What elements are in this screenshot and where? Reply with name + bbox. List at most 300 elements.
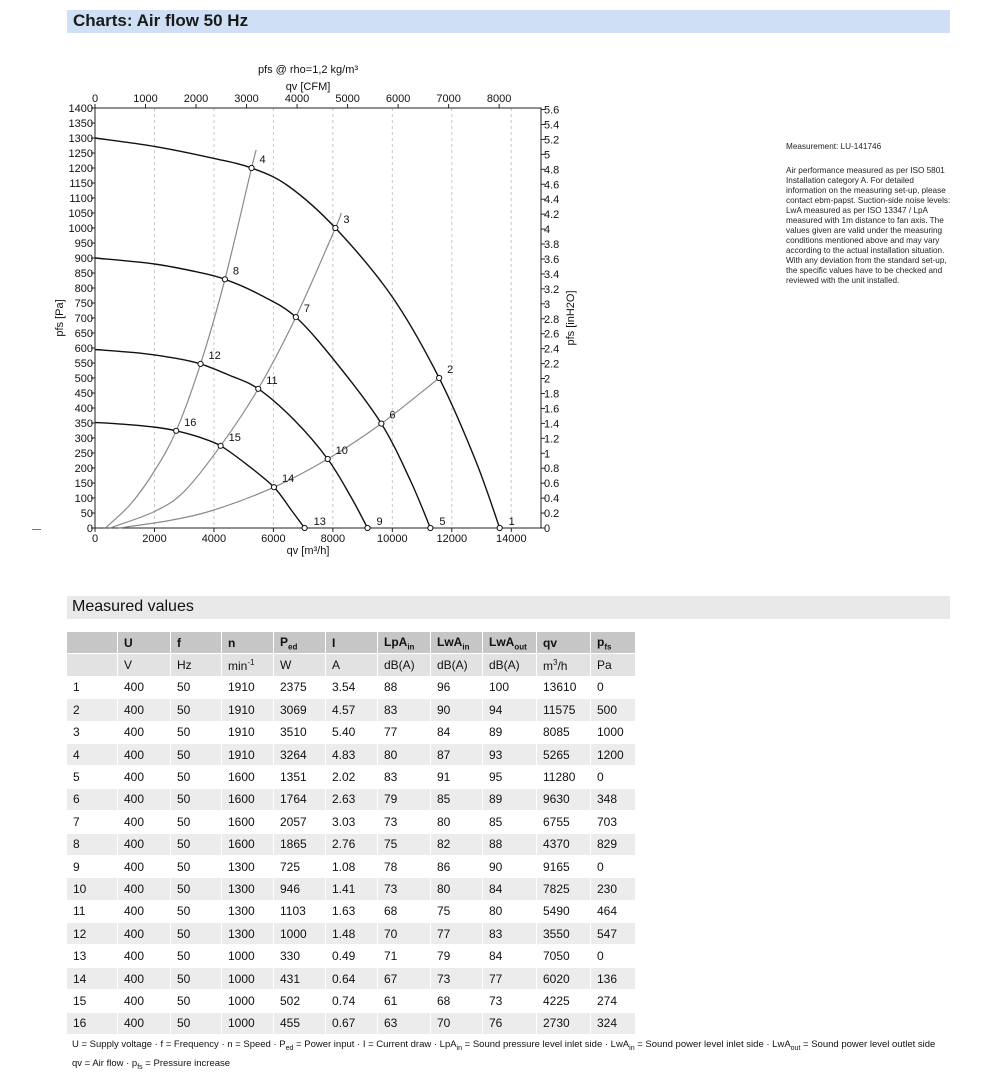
point-label: 16 — [184, 416, 197, 429]
table-cell: 1600 — [222, 811, 274, 833]
sub: in — [407, 641, 415, 651]
table-cell: 68 — [431, 990, 483, 1012]
table-cell: 50 — [171, 811, 222, 833]
table-cell: 400 — [118, 744, 171, 766]
y-tick-label: 0 — [86, 523, 93, 535]
table-cell: 80 — [431, 811, 483, 833]
y2-tick-label: 1.6 — [544, 403, 560, 416]
table-cell: 1103 — [274, 901, 326, 923]
header-cell-f: f — [171, 632, 222, 654]
measurement-notes — [786, 142, 952, 286]
y-tick-label: 1000 — [68, 223, 93, 235]
table-cell: 50 — [171, 901, 222, 923]
x2-tick-label: 1000 — [133, 93, 158, 105]
table-cell: 1.08 — [326, 856, 378, 878]
table-cell: 90 — [431, 699, 483, 721]
table-cell: 50 — [171, 968, 222, 990]
table-cell: 83 — [378, 699, 431, 721]
table-cell: 77 — [483, 968, 537, 990]
table-cell: 400 — [118, 968, 171, 990]
table-cell: 4 — [67, 744, 118, 766]
table-cell: 50 — [171, 699, 222, 721]
table-cell: 73 — [378, 811, 431, 833]
table-cell: 61 — [378, 990, 431, 1012]
table-cell: 4.57 — [326, 699, 378, 721]
header-cell-lpain: LpA$_{in}$ — [378, 632, 431, 654]
table-cell: 0.74 — [326, 990, 378, 1012]
x2-tick-label: 0 — [91, 93, 99, 105]
table-cell: 7050 — [537, 945, 591, 967]
operating-point — [333, 225, 338, 230]
table-row — [67, 722, 636, 744]
unit-cell-u: V — [118, 654, 171, 676]
y2-tick-label: 3 — [544, 298, 551, 311]
measurement-description: Air performance measured as per ISO 5801 Installation category A. For detailed information on the measuring set-up, please contact ebm-papst. Suction-side noise levels: LwA measured as per ISO 13347 / LpA measured with 1m distance to fan axis. The values given are valid under the measuring conditions mentioned above and may vary according to the actual installation situation. With any deviation from the standard set-up, the specific values have to be checked and reviewed with the unit installed. — [786, 166, 951, 285]
table-cell: 1200 — [591, 744, 636, 766]
table-cell: 1300 — [222, 856, 274, 878]
sym: P — [280, 634, 289, 649]
table-cell: 400 — [118, 990, 171, 1012]
table-cell: 68 — [378, 901, 431, 923]
table-cell: 6 — [67, 789, 118, 811]
table-cell: 455 — [274, 1013, 326, 1035]
table-cell: 0 — [591, 766, 636, 788]
y2-tick-label: 5.2 — [544, 134, 560, 147]
y-tick-label: 400 — [74, 403, 93, 415]
x-tick-label: 14000 — [495, 533, 527, 545]
table-cell: 725 — [274, 856, 326, 878]
header-cell-ped — [274, 632, 326, 654]
point-label: 11 — [266, 374, 278, 387]
operating-point — [222, 277, 227, 282]
operating-point — [325, 456, 330, 461]
margin-mark — [32, 529, 41, 530]
table-cell: 1910 — [222, 699, 274, 721]
header-cell-n: n — [222, 632, 274, 654]
x-axis-label: qv [m³/h] — [286, 545, 330, 557]
table-cell: 85 — [431, 789, 483, 811]
unit-cell-qv: $m^3/h$ — [537, 654, 591, 676]
table-cell: 50 — [171, 1013, 222, 1035]
operating-point — [218, 443, 223, 448]
table-row — [67, 923, 636, 945]
table-row — [67, 1013, 636, 1035]
operating-point — [497, 525, 502, 530]
table-cell: 0 — [591, 945, 636, 967]
table-cell: 50 — [171, 789, 222, 811]
y2-tick-label: 0 — [544, 523, 551, 535]
y2-tick-label: 2.4 — [544, 343, 560, 356]
point-label: 6 — [389, 409, 396, 422]
table-cell: 75 — [431, 901, 483, 923]
y-tick-label: 750 — [74, 298, 93, 310]
table-cell: 1351 — [274, 766, 326, 788]
table-cell: 83 — [378, 766, 431, 788]
unit-cell-lwaout: dB(A) — [483, 654, 537, 676]
table-cell: 3.54 — [326, 677, 378, 699]
table-cell: 400 — [118, 677, 171, 699]
table-cell: 14 — [67, 968, 118, 990]
y-tick-label: 1050 — [68, 208, 93, 220]
y2-tick-label: 5.4 — [544, 119, 560, 132]
table-cell: 5.40 — [326, 722, 378, 744]
y-tick-label: 1100 — [69, 193, 93, 205]
table-cell: 2057 — [274, 811, 326, 833]
table-cell: 50 — [171, 856, 222, 878]
table-cell: 400 — [118, 766, 171, 788]
sup: 3 — [553, 657, 558, 667]
table-cell: 95 — [483, 766, 537, 788]
table-cell: 400 — [118, 878, 171, 900]
point-label: 3 — [343, 214, 350, 226]
table-cell: 274 — [591, 990, 636, 1012]
table-cell: 5490 — [537, 901, 591, 923]
table-cell: 703 — [591, 811, 636, 833]
unit-cell-lwain: dB(A) — [431, 654, 483, 676]
x-tick-label: 0 — [91, 533, 99, 545]
table-cell: 2.76 — [326, 834, 378, 856]
table-cell: 94 — [483, 699, 537, 721]
table-cell: 400 — [118, 789, 171, 811]
table-cell: 829 — [591, 834, 636, 856]
point-label: 1 — [508, 516, 515, 528]
y2-tick-label: 2.8 — [544, 313, 560, 326]
table-cell: 400 — [118, 901, 171, 923]
table-cell: 400 — [118, 834, 171, 856]
table-cell: 2.63 — [326, 789, 378, 811]
sup: -1 — [247, 657, 255, 667]
section-title: Measured values — [72, 598, 194, 615]
table-row — [67, 744, 636, 766]
sub: ed — [288, 641, 298, 651]
table-body — [67, 677, 636, 1035]
sub: out — [514, 641, 527, 651]
chart-title: pfs @ rho=1,2 kg/m³ — [257, 64, 359, 76]
table-cell: 16 — [67, 1013, 118, 1035]
table-cell: 0.67 — [326, 1013, 378, 1035]
x-tick-label: 10000 — [377, 533, 408, 545]
operating-point — [271, 485, 276, 490]
y-tick-label: 700 — [74, 313, 93, 325]
table-header-row — [67, 632, 636, 654]
x2-tick-label: 2000 — [183, 93, 209, 105]
point-label: 5 — [439, 516, 446, 528]
unit-cell-pfs: Pa — [591, 654, 636, 676]
y2-tick-label: 4.2 — [544, 209, 560, 222]
y2-tick-label: 3.4 — [544, 268, 560, 281]
unit-cell-n: $\min^{-1}$ — [222, 654, 274, 676]
table-cell: 0.64 — [326, 968, 378, 990]
x2-axis-label: qv [CFM] — [285, 81, 331, 93]
y2-tick-label: 1.2 — [544, 433, 560, 446]
header-cell-lwaout: LwA$_{out}$ — [483, 632, 537, 654]
table-cell: 1300 — [222, 923, 274, 945]
table-cell: 946 — [274, 878, 326, 900]
y2-tick-label: 3.8 — [544, 239, 560, 252]
table-cell: 63 — [378, 1013, 431, 1035]
table-row — [67, 856, 636, 878]
x-tick-label: 2000 — [142, 533, 167, 545]
sub: in — [462, 641, 470, 651]
table-cell: 88 — [483, 834, 537, 856]
table-cell: 90 — [483, 856, 537, 878]
x2-tick-label: 4000 — [284, 93, 310, 105]
table-row — [67, 811, 636, 833]
y2-axis-label: pfs [inH2O] — [565, 290, 577, 346]
x2-tick-label: 6000 — [385, 93, 411, 105]
x-tick-label: 6000 — [261, 533, 286, 545]
unit-cell-lpain: dB(A) — [378, 654, 431, 676]
table-cell: 464 — [591, 901, 636, 923]
unit-cell-f: Hz — [171, 654, 222, 676]
table-row — [67, 699, 636, 721]
table-cell: 0 — [591, 856, 636, 878]
table-cell: 4.83 — [326, 744, 378, 766]
table-cell: 6020 — [537, 968, 591, 990]
table-row — [67, 677, 636, 699]
table-cell: 71 — [378, 945, 431, 967]
y-tick-label: 50 — [80, 508, 93, 520]
operating-point — [379, 421, 384, 426]
y2-tick-label: 0.4 — [544, 493, 560, 506]
table-cell: 1600 — [222, 766, 274, 788]
table-cell: 324 — [591, 1013, 636, 1035]
y-tick-label: 850 — [74, 268, 93, 280]
table-cell: 80 — [378, 744, 431, 766]
y-tick-label: 600 — [74, 343, 93, 355]
table-cell: 3510 — [274, 722, 326, 744]
table-cell: 1 — [67, 677, 118, 699]
table-row — [67, 990, 636, 1012]
y2-tick-label: 1 — [544, 448, 551, 461]
y-tick-label: 550 — [74, 358, 93, 370]
y2-tick-label: 5.6 — [544, 104, 560, 117]
y2-tick-label: 5 — [544, 149, 551, 162]
table-cell: 50 — [171, 722, 222, 744]
table-cell: 91 — [431, 766, 483, 788]
x2-tick-label: 7000 — [436, 93, 461, 105]
sub: fs — [604, 641, 612, 651]
table-cell: 3264 — [274, 744, 326, 766]
table-cell: 348 — [591, 789, 636, 811]
table-row — [67, 789, 636, 811]
table-cell: 7825 — [537, 878, 591, 900]
table-cell: 1865 — [274, 834, 326, 856]
legend-line-2: qv = Air flow · $p_{fs}$ = Pressure increase — [72, 1057, 231, 1071]
table-cell: 15 — [67, 990, 118, 1012]
table-cell: 2 — [67, 699, 118, 721]
y2-tick-label: 0.6 — [544, 478, 560, 491]
table-units-row — [67, 654, 636, 676]
table-cell: 2375 — [274, 677, 326, 699]
table-cell: 6755 — [537, 811, 591, 833]
table-cell: 75 — [378, 834, 431, 856]
table-cell: 1910 — [222, 744, 274, 766]
y2-tick-label: 2.2 — [544, 358, 560, 371]
table-cell: 4225 — [537, 990, 591, 1012]
y-tick-label: 500 — [74, 373, 93, 385]
y-tick-label: 800 — [74, 283, 93, 295]
table-cell: 85 — [483, 811, 537, 833]
table-cell: 50 — [171, 677, 222, 699]
x2-tick-label: 5000 — [335, 93, 360, 105]
y2-tick-label: 4.6 — [544, 179, 560, 192]
y-tick-label: 1200 — [68, 163, 93, 175]
legend — [72, 1037, 952, 1075]
x-tick-label: 12000 — [436, 533, 468, 545]
y2-tick-label: 4.4 — [544, 194, 560, 207]
table-cell: 9165 — [537, 856, 591, 878]
y-tick-label: 900 — [74, 253, 93, 265]
table-cell: 1764 — [274, 789, 326, 811]
point-label: 13 — [313, 516, 326, 528]
point-label: 4 — [259, 154, 266, 166]
table-cell: 330 — [274, 945, 326, 967]
table-row — [67, 968, 636, 990]
table-cell: 1910 — [222, 677, 274, 699]
table-cell: 76 — [483, 1013, 537, 1035]
table-cell: 1300 — [222, 901, 274, 923]
table-cell: 1000 — [222, 968, 274, 990]
y2-tick-label: 0.8 — [544, 463, 560, 476]
y-tick-label: 100 — [74, 493, 93, 505]
table-cell: 1600 — [222, 834, 274, 856]
table-row — [67, 901, 636, 923]
table-cell: 1.41 — [326, 878, 378, 900]
table-cell: 10 — [67, 878, 118, 900]
unit-cell — [67, 654, 118, 676]
y-tick-label: 200 — [74, 463, 93, 475]
table-cell: 1.48 — [326, 923, 378, 945]
table-cell: 79 — [431, 945, 483, 967]
table-cell: 400 — [118, 722, 171, 744]
y2-tick-label: 1.4 — [544, 418, 560, 431]
table-cell: 400 — [118, 856, 171, 878]
table-cell: 3069 — [274, 699, 326, 721]
y2-tick-label: 4 — [544, 224, 551, 237]
table-cell: 547 — [591, 923, 636, 945]
table-cell: 1000 — [222, 1013, 274, 1035]
point-label: 2 — [447, 364, 454, 376]
table-cell: 1000 — [222, 990, 274, 1012]
table-cell: 1300 — [222, 878, 274, 900]
table-cell: 93 — [483, 744, 537, 766]
table-cell: 80 — [483, 901, 537, 923]
table-cell: 77 — [378, 722, 431, 744]
operating-point — [256, 386, 261, 391]
measurement-id: Measurement: LU-141746 — [786, 142, 882, 151]
table-cell: 3550 — [537, 923, 591, 945]
table-row — [67, 945, 636, 967]
table-cell: 500 — [591, 699, 636, 721]
operating-point — [437, 375, 442, 380]
table-cell: 12 — [67, 923, 118, 945]
table-cell: 73 — [483, 990, 537, 1012]
table-cell: 5 — [67, 766, 118, 788]
table-cell: 70 — [431, 1013, 483, 1035]
y2-tick-label: 3.2 — [544, 283, 560, 296]
table-cell: 2.02 — [326, 766, 378, 788]
table-cell: 84 — [483, 878, 537, 900]
fan-curve-1600 — [95, 258, 430, 528]
table-cell: 7 — [67, 811, 118, 833]
measured-values-bar — [67, 596, 950, 619]
table-cell: 67 — [378, 968, 431, 990]
table-cell: 11575 — [537, 699, 591, 721]
y-tick-label: 1300 — [68, 133, 93, 145]
header-cell — [67, 632, 118, 654]
table-cell: 400 — [118, 699, 171, 721]
table-cell: 82 — [431, 834, 483, 856]
table-cell: 136 — [591, 968, 636, 990]
y-tick-label: 1350 — [68, 118, 93, 130]
header-cell-lwain: LwA$_{in}$ — [431, 632, 483, 654]
table-cell: 8 — [67, 834, 118, 856]
table-cell: 84 — [431, 722, 483, 744]
x2-tick-label: 8000 — [486, 93, 512, 105]
y-tick-label: 350 — [74, 418, 93, 430]
table-cell: 89 — [483, 722, 537, 744]
table-cell: 50 — [171, 923, 222, 945]
table-cell: 0 — [591, 677, 636, 699]
table-cell: 3 — [67, 722, 118, 744]
table-cell: 1910 — [222, 722, 274, 744]
operating-point — [302, 525, 307, 530]
table-cell: 1.63 — [326, 901, 378, 923]
operating-point — [174, 428, 179, 433]
table-cell: 84 — [483, 945, 537, 967]
y-tick-label: 250 — [74, 448, 93, 460]
y2-tick-label: 0.2 — [544, 508, 560, 521]
y-tick-label: 450 — [74, 388, 93, 400]
header-cell-i: I — [326, 632, 378, 654]
table-row — [67, 834, 636, 856]
operating-point — [365, 525, 370, 530]
table-cell: 400 — [118, 923, 171, 945]
y-tick-label: 950 — [74, 238, 93, 250]
y2-tick-label: 1.8 — [544, 388, 560, 401]
y-tick-label: 1250 — [68, 148, 93, 160]
table-cell: 2730 — [537, 1013, 591, 1035]
table-cell: 9630 — [537, 789, 591, 811]
point-label: 10 — [335, 445, 348, 457]
y2-tick-label: 3.6 — [544, 253, 560, 266]
point-label: 14 — [281, 473, 295, 486]
table-cell: 11 — [67, 901, 118, 923]
x-tick-label: 4000 — [201, 533, 227, 545]
table-cell: 502 — [274, 990, 326, 1012]
measured-values-table — [67, 632, 636, 1035]
table-cell: 3.03 — [326, 811, 378, 833]
table-cell: 50 — [171, 834, 222, 856]
y-tick-label: 650 — [74, 328, 93, 340]
y2-tick-label: 2 — [544, 373, 551, 386]
x2-tick-label: 3000 — [234, 93, 259, 105]
table-cell: 86 — [431, 856, 483, 878]
operating-point — [198, 361, 203, 366]
table-cell: 9 — [67, 856, 118, 878]
table-cell: 73 — [378, 878, 431, 900]
system-curve — [105, 150, 256, 528]
point-label: 15 — [228, 431, 241, 444]
table-cell: 230 — [591, 878, 636, 900]
table-cell: 1000 — [591, 722, 636, 744]
table-cell: 89 — [483, 789, 537, 811]
x-tick-label: 8000 — [320, 533, 346, 545]
y2-tick-label: 4.8 — [544, 164, 560, 177]
header-cell-qv: qv — [537, 632, 591, 654]
table-cell: 50 — [171, 766, 222, 788]
